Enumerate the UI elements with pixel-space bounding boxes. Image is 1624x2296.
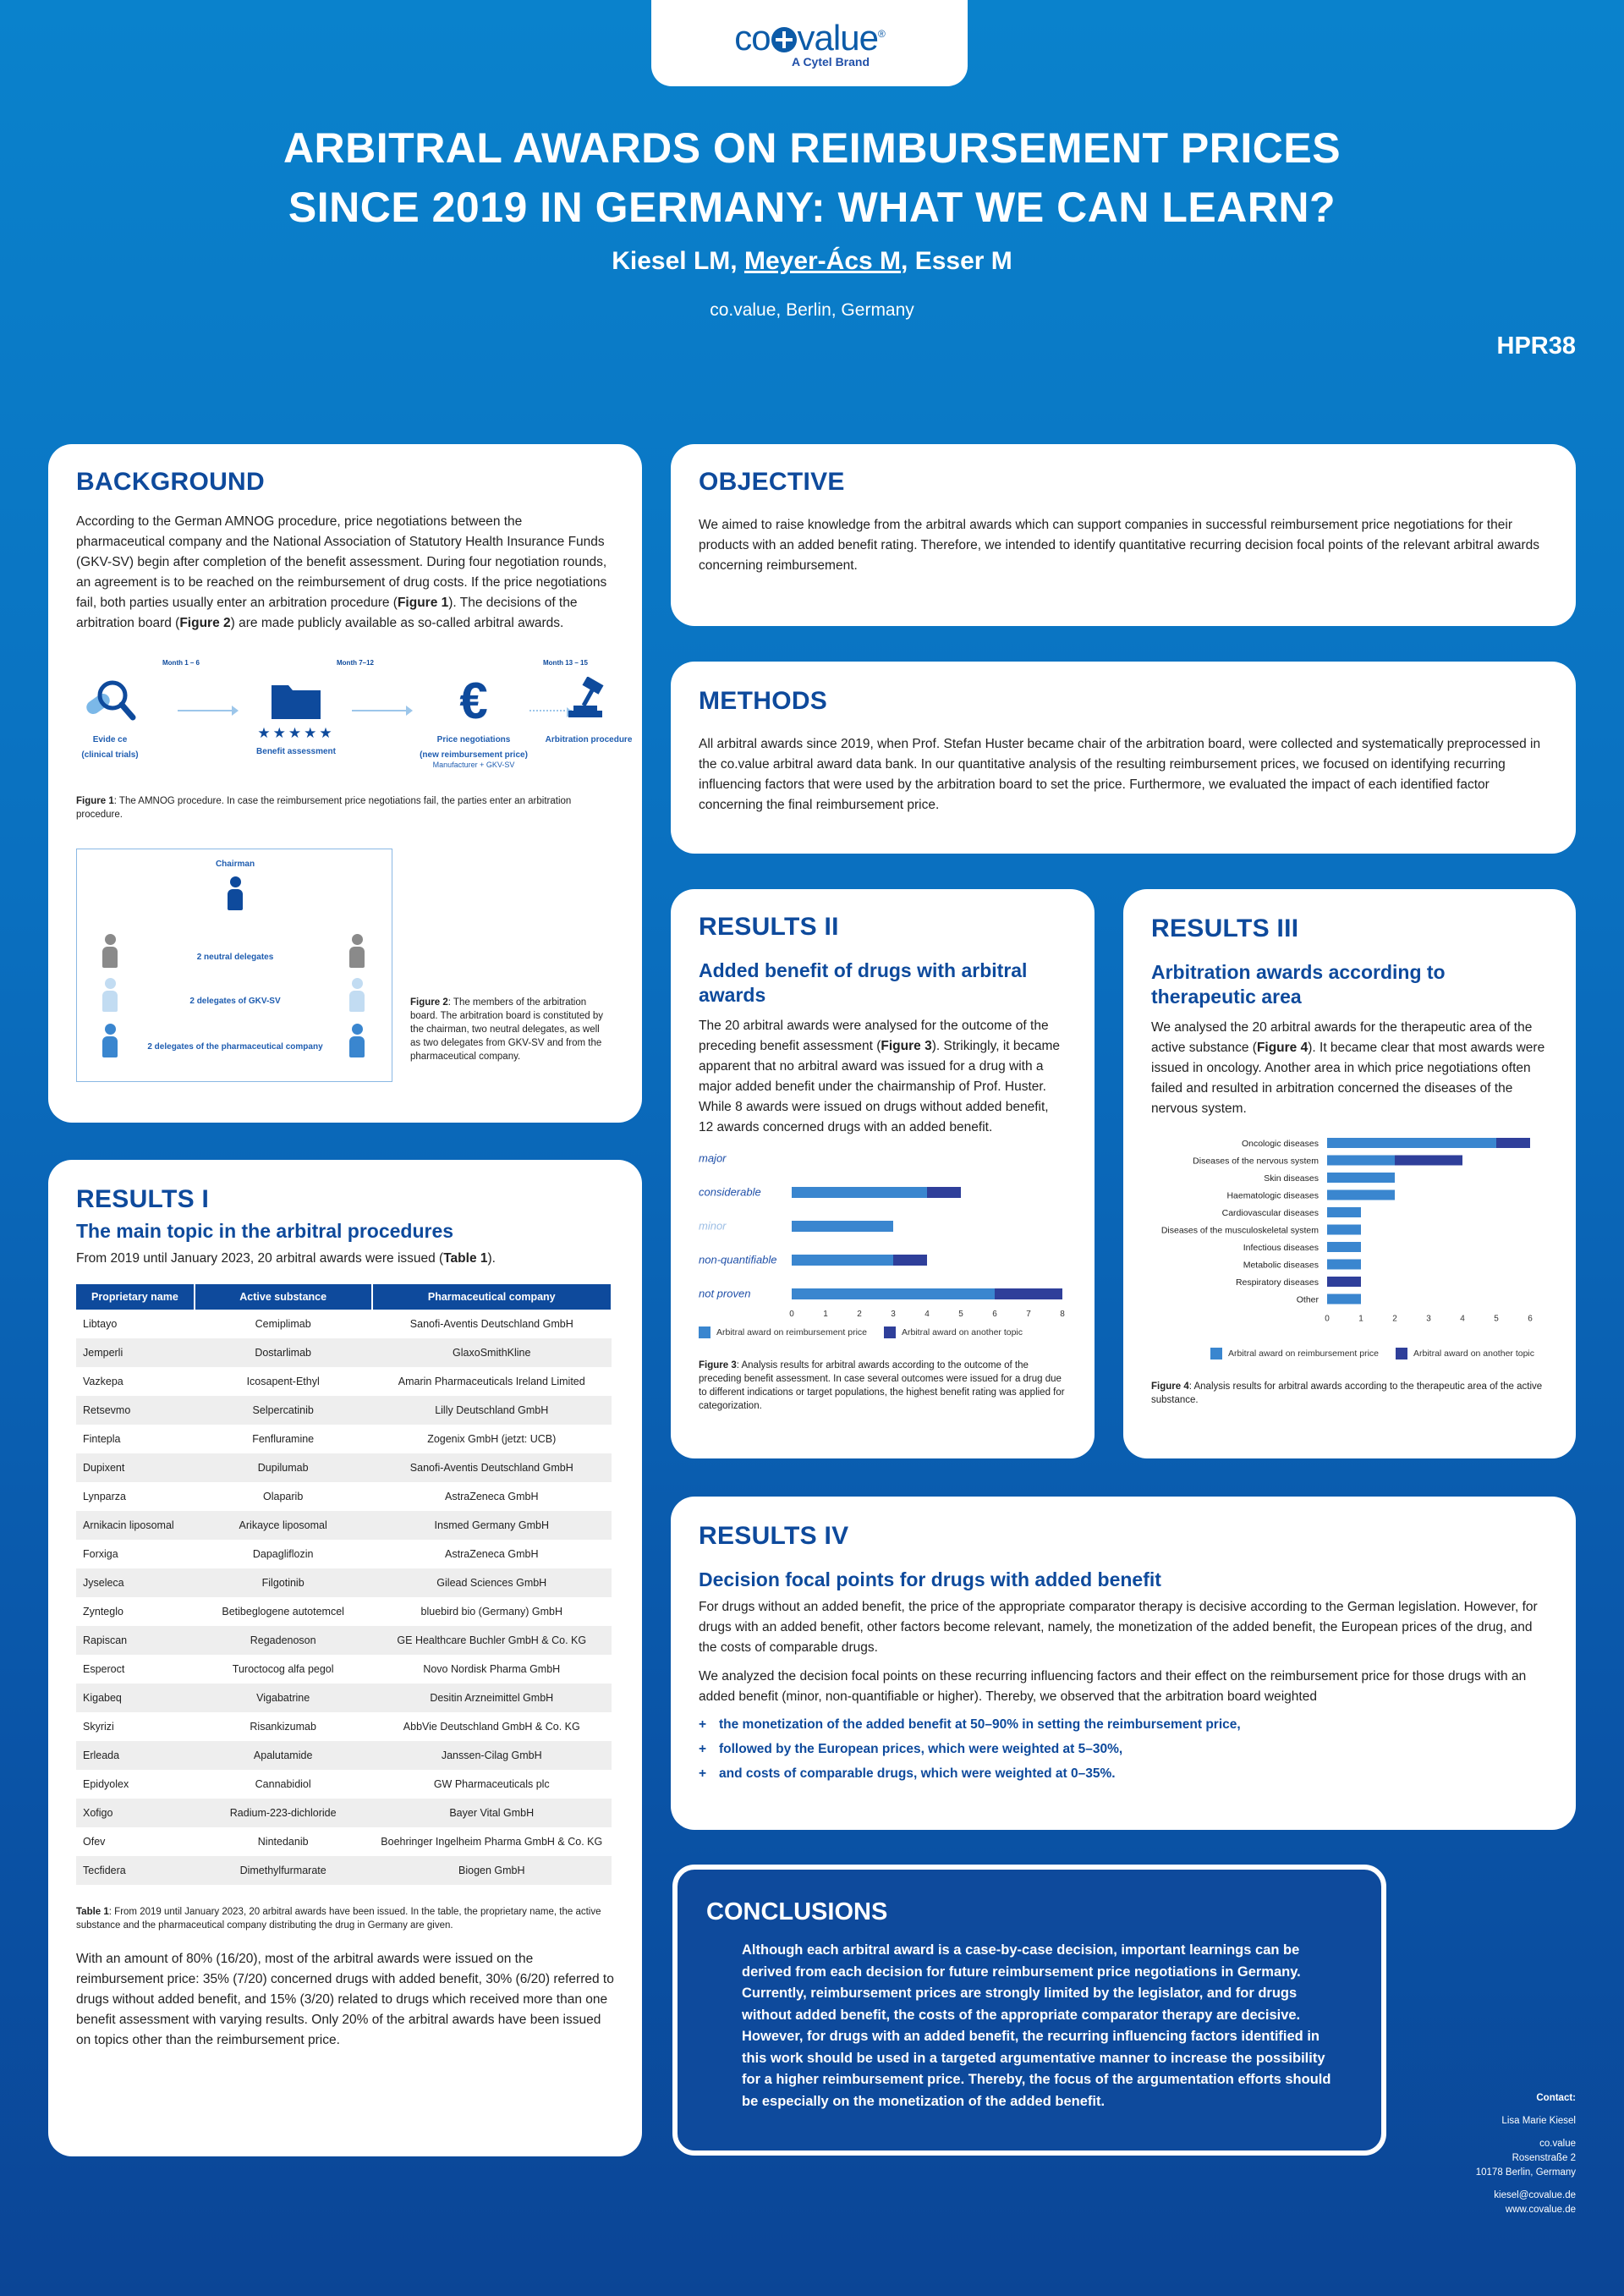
category-label: major <box>699 1151 727 1165</box>
category-label: Metabolic diseases <box>1243 1260 1319 1271</box>
background-card <box>48 444 642 1123</box>
x-tick-label: 6 <box>1528 1314 1533 1324</box>
table-header: Pharmaceutical company <box>372 1284 612 1310</box>
table-row <box>76 1511 612 1540</box>
table-cell: Radium-223-dichloride <box>195 1799 372 1827</box>
step-evidence-label: Evide ce <box>92 735 128 744</box>
table-cell: Fintepla <box>83 1433 121 1445</box>
results2-text: The 20 arbitral awards were analysed for the outcome of the preceding benefit assessment (Figure 3). Strikingly, it became apparent that no arbitral award was issued for a drug with a major added benefit under the chairmanship of Prof. Huster. While 8 awards were issued on drugs without added benefit, 12 awards concerned drugs with an added benefit. <box>699 1019 1061 1134</box>
table-row <box>76 1626 612 1655</box>
conclusions-text: Although each arbitral award is a case-by-case decision, important learnings can be derived from each decision for future reimbursement price negotiations in Germany. Currently, reimbursement prices are strongly limited by the legislator, and for drugs without added benefit, the costs of the appropriate comparator therapy are decisive. However, for drugs with an added benefit, the recurring influencing factors identified in this work should be used in a targeted argumentative manner to increase the possibility for a higher reimbursement price. Thereby, the focus of the argumentation efforts should be especially on the monetization of the added benefit. <box>742 1942 1331 2109</box>
table-row <box>76 1310 612 1338</box>
table-cell: Turoctocog alfa pegol <box>232 1663 334 1675</box>
magnifier-pill-icon <box>51 671 169 730</box>
bar-segment <box>927 1187 961 1198</box>
results3-text: We analysed the 20 arbitral awards for the therapeutic area of the active substance (Figure 4). It became clear that most awards were issued in oncology. Another area in which price negotiations often failed and resulted in arbitration concerned the diseases of the nervous system. <box>1151 1020 1545 1116</box>
objective-text: We aimed to raise knowledge from the arbitral awards which can support companies in successful reimbursement price negotiations for their products with an added benefit rating. Therefore, we intended to identify quantitative recurring decision focal points of the relevant arbitral awards concerning reimbursement. <box>699 518 1540 573</box>
neutral-person-icon <box>102 934 118 968</box>
table-cell: Zogenix GmbH (jetzt: UCB) <box>427 1433 557 1445</box>
table-cell: Skyrizi <box>83 1721 114 1733</box>
contact-city: 10178 Berlin, Germany <box>1475 2167 1576 2178</box>
category-label: Skin diseases <box>1264 1173 1319 1184</box>
background-text: According to the German AMNOG procedure, price negotiations between the pharmaceutical company and the National Association of Statutory Health Insurance Funds (GKV-SV) begin after completion of the benefit assessment. During four negotiation rounds, an agreement is to be reached on the reimbursement of drug costs. If the price negotiations fail, both parties usually enter an arbitration procedure (Figure 1). The decisions of the arbitration board (Figure 2) are made publicly available as so-called arbitral awards. <box>76 514 607 630</box>
results1-heading: RESULTS I <box>76 1185 210 1213</box>
table-row <box>76 1799 612 1827</box>
logo-tagline: A Cytel Brand <box>791 55 870 69</box>
category-label: Oncologic diseases <box>1241 1139 1319 1149</box>
table-row <box>76 1482 612 1511</box>
focal-point-item: + the monetization of the added benefit at 50–90% in setting the reimbursement price, <box>699 1717 1241 1732</box>
table-cell: Gilead Sciences GmbH <box>372 1568 612 1597</box>
figure4-caption: Figure 4: Analysis results for arbitral awards according to the therapeutic area of the active substance. <box>1151 1381 1543 1405</box>
table-row <box>76 1425 612 1453</box>
euro-icon: € <box>459 672 488 729</box>
focal-points-list <box>699 1712 1548 1786</box>
figure3-caption: Figure 3: Analysis results for arbitral awards according to the outcome of the preceding benefit assessment. In case several outcomes were issued for a drug due to different indications or target populations, the highest benefit rating was applied for categorization. <box>699 1360 1065 1411</box>
category-label: not proven <box>699 1287 751 1300</box>
x-tick-label: 4 <box>1460 1314 1465 1324</box>
bar-segment <box>1327 1207 1361 1217</box>
gkv-person-icon <box>102 978 118 1012</box>
table1-caption: Table 1: From 2019 until January 2023, 20 arbitral awards have been issued. In the table, the proprietary name, the active substance and the pharmaceutical company distributing the drug in Germany are given. <box>76 1907 601 1931</box>
table-cell: Arikayce liposomal <box>195 1511 372 1540</box>
table-cell: GlaxoSmithKline <box>372 1338 612 1367</box>
contact-web[interactable]: www.covalue.de <box>1505 2205 1576 2215</box>
bar-segment <box>1327 1225 1361 1235</box>
x-tick-label: 0 <box>1325 1314 1330 1324</box>
category-label: Cardiovascular diseases <box>1221 1208 1319 1218</box>
methods-heading: METHODS <box>699 687 828 715</box>
table-cell: Dimethylfurmarate <box>195 1856 372 1885</box>
chairman-label: Chairman <box>215 860 255 869</box>
table-cell: Desitin Arzneimittel GmbH <box>372 1684 612 1712</box>
table-cell: Lilly Deutschland GmbH <box>372 1396 612 1425</box>
therapeutic-chart-legend <box>1151 1348 1548 1359</box>
table-cell: Biogen GmbH <box>372 1856 612 1885</box>
table-row <box>76 1712 612 1741</box>
table-cell: Betibeglogene autotemcel <box>222 1606 344 1618</box>
table-cell: AstraZeneca GmbH <box>445 1491 539 1502</box>
therapeutic-area-chart <box>1151 1133 1549 1344</box>
table-cell: Forxiga <box>83 1548 118 1560</box>
category-label: Other <box>1296 1294 1319 1305</box>
x-tick-label: 0 <box>789 1310 794 1319</box>
month-label-3: Month 13 – 15 <box>543 659 588 667</box>
table-cell: Novo Nordisk Pharma GmbH <box>423 1663 561 1675</box>
gavel-icon <box>529 671 648 730</box>
arrow-1 <box>178 710 237 711</box>
category-label: Diseases of the nervous system <box>1193 1156 1319 1167</box>
table-cell: Rapiscan <box>76 1626 195 1655</box>
title-line-1: ARBITRAL AWARDS ON REIMBURSEMENT PRICES <box>283 124 1341 172</box>
results1-subheading: The main topic in the arbitral procedures <box>76 1220 454 1242</box>
table-cell: Zynteglo <box>83 1606 123 1618</box>
poster-title <box>0 118 1624 237</box>
bar-segment <box>1496 1138 1530 1148</box>
x-tick-label: 7 <box>1026 1310 1031 1319</box>
contact-label: Contact: <box>1536 2093 1576 2103</box>
arrow-2 <box>352 710 411 711</box>
bar-segment <box>1327 1277 1361 1287</box>
bar-segment <box>1327 1242 1361 1252</box>
table-cell: Erleada <box>76 1741 195 1770</box>
table-cell: Amarin Pharmaceuticals Ireland Limited <box>398 1376 585 1387</box>
folder-icon <box>237 671 355 730</box>
table-row <box>76 1741 612 1770</box>
legend-item-reimbursement: Arbitral award on reimbursement price <box>1210 1348 1379 1359</box>
gkv-person-icon <box>349 978 365 1012</box>
table-row <box>76 1338 612 1367</box>
amnog-procedure-diagram <box>76 659 633 777</box>
figure2-caption: Figure 2: The members of the arbitration board. The arbitration board is constituted by the chairman, two neutral delegates, as well as two delegates from GKV-SV and from the pharmaceutical company. <box>410 997 604 1062</box>
gkv-label: 2 delegates of GKV-SV <box>189 997 281 1006</box>
x-tick-label: 8 <box>1060 1310 1065 1319</box>
table-cell: Filgotinib <box>195 1568 372 1597</box>
table-cell: GW Pharmaceuticals plc <box>433 1778 550 1790</box>
author-3: , Esser M <box>901 247 1012 275</box>
table-row <box>76 1827 612 1856</box>
results1-card <box>48 1160 642 2156</box>
table-cell: AbbVie Deutschland GmbH & Co. KG <box>403 1721 580 1733</box>
neutral-person-icon <box>349 934 365 968</box>
results4-subheading: Decision focal points for drugs with added benefit <box>699 1568 1161 1590</box>
table-cell: Tecfidera <box>76 1856 195 1885</box>
table-cell: Kigabeq <box>76 1684 195 1712</box>
table-cell: Vigabatrine <box>195 1684 372 1712</box>
table-cell: Regadenoson <box>195 1626 372 1655</box>
category-label: Haematologic diseases <box>1226 1190 1319 1201</box>
bar-segment <box>1395 1156 1462 1166</box>
table-cell: Dupixent <box>76 1453 195 1482</box>
bar-segment <box>1327 1260 1361 1270</box>
table-cell: Olaparib <box>263 1491 304 1502</box>
table-cell: bluebird bio (Germany) GmbH <box>420 1606 562 1618</box>
table-cell: Xofigo <box>76 1799 195 1827</box>
arbitration-board-diagram <box>76 849 392 1082</box>
focal-point-item: + followed by the European prices, which were weighted at 5–30%, <box>699 1742 1123 1756</box>
bar-segment <box>995 1288 1062 1299</box>
category-label: considerable <box>699 1185 761 1199</box>
methods-text: All arbitral awards since 2019, when Prof. Stefan Huster became chair of the arbitration board, were collected and systematically preprocessed in the co.value arbitral award data bank. In our quantitative analysis of the resulting reimbursement prices, we focused on identifying recurring influencing factors that were used by the arbitration board to set the price. Furthermore, we evaluated the impact of each identified factor concerning the final reimbursement price. <box>699 737 1541 812</box>
results4-text-1: For drugs without an added benefit, the price of the appropriate comparator therapy is decisive according to the German legislation. However, for drugs with an added benefit, other factors become relevant, namely, the monetization of the added benefit, the European prices of the drug, and the costs of comparable drugs. <box>699 1600 1538 1655</box>
category-label: minor <box>699 1219 727 1233</box>
results1-text: With an amount of 80% (16/20), most of the arbitral awards were issued on the reimbursement price: 35% (7/20) concerned drugs with added benefit, 30% (6/20) referred to drugs without added benefit, and 15% (3/20) related to drugs which received more than one benefit assessment with varying results. Only 20% of the arbitral awards have been issued on topics other than the reimbursement price. <box>76 1952 614 2047</box>
figure1-caption: Figure 1: The AMNOG procedure. In case the reimbursement price negotiations fail, the parties enter an arbitration procedure. <box>76 796 572 820</box>
step-price-label: Price negotiations <box>436 735 511 744</box>
bar-segment <box>792 1221 893 1232</box>
pharma-person-icon <box>349 1024 365 1057</box>
focal-point-item: + and costs of comparable drugs, which were weighted at 0–35%. <box>699 1766 1116 1781</box>
table-header: Proprietary name <box>76 1284 195 1310</box>
pharma-person-icon <box>102 1024 118 1057</box>
x-tick-label: 4 <box>924 1310 930 1319</box>
bar-segment <box>792 1288 995 1299</box>
table-row <box>76 1655 612 1684</box>
contact-email[interactable]: kiesel@covalue.de <box>1494 2190 1576 2200</box>
logo-plus-icon <box>771 27 797 52</box>
x-tick-label: 1 <box>1358 1314 1363 1324</box>
table-cell: Libtayo <box>83 1318 118 1330</box>
title-line-2: SINCE 2019 IN GERMANY: WHAT WE CAN LEARN? <box>288 184 1336 231</box>
results2-heading: RESULTS II <box>699 913 839 941</box>
results2-subheading: Added benefit of drugs with arbitral awards <box>699 959 1028 1006</box>
x-tick-label: 5 <box>958 1310 963 1319</box>
table-cell: Jyseleca <box>76 1568 195 1597</box>
table-cell: Vazkepa <box>83 1376 123 1387</box>
category-label: Diseases of the musculoskeletal system <box>1160 1225 1319 1236</box>
table-cell: GE Healthcare Buchler GmbH & Co. KG <box>372 1626 612 1655</box>
table-cell: Arnikacin liposomal <box>76 1511 195 1540</box>
results3-card <box>1123 889 1576 1458</box>
table-cell: Fenfluramine <box>252 1433 315 1445</box>
table-cell: Jemperli <box>76 1338 195 1367</box>
logo <box>651 0 968 86</box>
table-cell: Janssen-Cilag GmbH <box>372 1741 612 1770</box>
stars-icon: ★★★★★ <box>257 725 335 741</box>
legend-item-other-topic: Arbitral award on another topic <box>884 1327 1023 1338</box>
results4-heading: RESULTS IV <box>699 1522 849 1550</box>
category-label: non-quantifiable <box>699 1253 777 1266</box>
table-cell: Dostarlimab <box>195 1338 372 1367</box>
table-row <box>76 1856 612 1885</box>
x-tick-label: 3 <box>891 1310 896 1319</box>
table-cell: Selpercatinib <box>195 1396 372 1425</box>
x-tick-label: 5 <box>1494 1314 1499 1324</box>
contact-block <box>1476 2091 1576 2217</box>
month-label-1: Month 1 – 6 <box>162 659 200 667</box>
contact-street: Rosenstraße 2 <box>1512 2153 1576 2163</box>
table-cell: AstraZeneca GmbH <box>445 1548 539 1560</box>
contact-name: Lisa Marie Kiesel <box>1501 2116 1576 2126</box>
bar-segment <box>893 1255 927 1266</box>
objective-heading: OBJECTIVE <box>699 468 845 496</box>
results4-card <box>671 1497 1576 1830</box>
table-row <box>76 1684 612 1712</box>
bar-segment <box>792 1187 927 1198</box>
table-row <box>76 1367 612 1396</box>
month-label-2: Month 7–12 <box>337 659 375 667</box>
table-header: Active substance <box>195 1284 372 1310</box>
table-cell: Esperoct <box>83 1663 125 1675</box>
table-row <box>76 1453 612 1482</box>
table-cell: Retsevmo <box>76 1396 195 1425</box>
category-label: Respiratory diseases <box>1235 1277 1319 1288</box>
methods-card <box>671 662 1576 854</box>
poster-code: HPR38 <box>1496 332 1576 360</box>
results2-card <box>671 889 1095 1458</box>
step-benefit <box>237 671 355 757</box>
table-cell: Apalutamide <box>195 1741 372 1770</box>
x-tick-label: 2 <box>857 1310 862 1319</box>
author-1: Kiesel LM, <box>612 247 744 275</box>
benefit-chart <box>699 1143 1071 1325</box>
legend-item-other-topic: Arbitral award on another topic <box>1396 1348 1534 1359</box>
step-arbitration <box>529 671 648 745</box>
table-cell: Cannabidiol <box>255 1778 311 1790</box>
background-heading: BACKGROUND <box>76 468 265 496</box>
bar-segment <box>792 1255 893 1266</box>
awards-table <box>76 1284 612 1885</box>
step-evidence <box>51 671 169 761</box>
bar-segment <box>1327 1138 1496 1148</box>
table-cell: Sanofi-Aventis Deutschland GmbH <box>409 1318 573 1330</box>
table-cell: Dapagliflozin <box>252 1548 314 1560</box>
chairman-person-icon <box>228 876 243 910</box>
step-evidence-sublabel: (clinical trials) <box>81 750 139 760</box>
table-row <box>76 1770 612 1799</box>
table-row <box>76 1568 612 1597</box>
benefit-chart-legend <box>699 1327 1067 1338</box>
logo-wordmark: co value® <box>734 18 885 58</box>
table-cell: Boehringer Ingelheim Pharma GmbH & Co. KG <box>381 1836 603 1848</box>
bar-segment <box>1327 1294 1361 1305</box>
table-cell: Cemiplimab <box>255 1318 311 1330</box>
table-cell: Epidyolex <box>83 1778 129 1790</box>
category-label: Infectious diseases <box>1243 1243 1319 1253</box>
results1-intro: From 2019 until January 2023, 20 arbitral awards were issued (Table 1). <box>76 1251 496 1266</box>
contact-org: co.value <box>1539 2139 1576 2149</box>
step-price-parties: Manufacturer + GKV-SV <box>432 761 515 769</box>
pharma-label: 2 delegates of the pharmaceutical company <box>147 1042 323 1052</box>
table-cell: Nintedanib <box>257 1836 309 1848</box>
table-cell: Icosapent-Ethyl <box>246 1376 320 1387</box>
results3-heading: RESULTS III <box>1151 915 1299 942</box>
x-tick-label: 2 <box>1392 1314 1397 1324</box>
neutral-label: 2 neutral delegates <box>196 953 274 962</box>
authors <box>0 247 1624 276</box>
step-arbitration-label: Arbitration procedure <box>545 735 633 744</box>
bar-segment <box>1327 1190 1395 1200</box>
table-cell: Ofev <box>83 1836 106 1848</box>
table-cell: Risankizumab <box>250 1721 316 1733</box>
table-row <box>76 1597 612 1626</box>
conclusions-heading: CONCLUSIONS <box>706 1898 888 1925</box>
table-row <box>76 1396 612 1425</box>
step-price <box>414 671 533 769</box>
table-cell: Dupilumab <box>195 1453 372 1482</box>
table-row <box>76 1540 612 1568</box>
legend-item-reimbursement: Arbitral award on reimbursement price <box>699 1327 867 1338</box>
step-benefit-label: Benefit assessment <box>256 747 336 756</box>
results4-text-2: We analyzed the decision focal points on these recurring influencing factors and their effect on the reimbursement price for those drugs with an added benefit (minor, non-quantifiable or higher). Thereby, we observed that the arbitration board weighted <box>699 1669 1527 1704</box>
bar-segment <box>1327 1156 1395 1166</box>
objective-card <box>671 444 1576 626</box>
conclusions-card <box>672 1865 1386 2156</box>
table-cell: Bayer Vital GmbH <box>372 1799 612 1827</box>
affiliation: co.value, Berlin, Germany <box>710 300 914 320</box>
table-cell: Insmed Germany GmbH <box>372 1511 612 1540</box>
bar-segment <box>1327 1173 1395 1183</box>
step-price-sublabel: (new reimbursement price) <box>420 750 528 760</box>
table-cell: Lynparza <box>83 1491 126 1502</box>
results3-subheading: Arbitration awards according to therapeutic area <box>1151 961 1446 1008</box>
table-cell: Sanofi-Aventis Deutschland GmbH <box>372 1453 612 1482</box>
x-tick-label: 3 <box>1426 1314 1431 1324</box>
x-tick-label: 6 <box>992 1310 997 1319</box>
author-2: Meyer-Ács M <box>743 247 902 275</box>
x-tick-label: 1 <box>823 1310 828 1319</box>
